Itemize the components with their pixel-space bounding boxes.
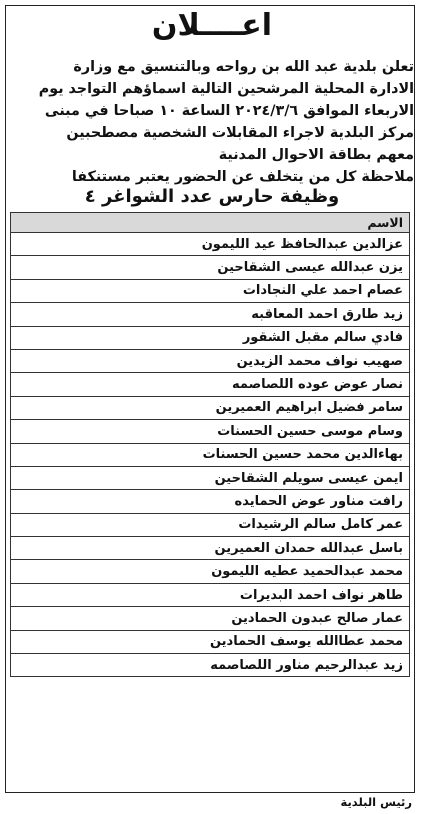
- candidates-table: [10, 212, 410, 677]
- table-row: [11, 630, 410, 653]
- table-row: [11, 537, 410, 560]
- table-row: [11, 349, 410, 372]
- candidate-name: عزالدين عبدالحافظ عيد الليمون: [11, 233, 410, 256]
- table-row: [11, 583, 410, 606]
- candidate-name: زيد طارق احمد المعاقبه: [11, 303, 410, 326]
- table-row: [11, 607, 410, 630]
- body-line: الاربعاء الموافق ٢٠٢٤/٣/٦ الساعة ١٠ صباحا في مبنى: [44, 103, 414, 119]
- candidate-name: ايمن عيسى سويلم الشقاحين: [11, 466, 410, 489]
- candidate-name: عمار صالح عبدون الحمادين: [11, 607, 410, 630]
- table-row: [11, 279, 410, 302]
- candidate-name: صهيب نواف محمد الزيدين: [11, 349, 410, 372]
- announcement-body: [10, 56, 414, 188]
- job-title: وظيفة حارس عدد الشواغر ٤: [84, 186, 340, 207]
- candidate-name: بهاءالدين محمد حسين الحسنات: [11, 443, 410, 466]
- candidate-name: فادي سالم مقبل الشقور: [11, 326, 410, 349]
- candidate-name: محمد عبدالحميد عطيه الليمون: [11, 560, 410, 583]
- table-row: [11, 420, 410, 443]
- table-row: [11, 466, 410, 489]
- table-row: [11, 233, 410, 256]
- table-row: [11, 326, 410, 349]
- table-row: [11, 443, 410, 466]
- body-line: تعلن بلدية عبد الله بن رواحه وبالتنسيق مع وزارة: [73, 59, 414, 75]
- table-row: [11, 373, 410, 396]
- candidate-name: طاهر نواف احمد البديرات: [11, 583, 410, 606]
- candidate-name: سامر فضيل ابراهيم العميرين: [11, 396, 410, 419]
- candidate-name: عمر كامل سالم الرشيدات: [11, 513, 410, 536]
- body-line: ملاحظة كل من يتخلف عن الحضور يعتبر مستنكفا: [71, 169, 414, 185]
- candidate-name: نصار عوض عوده اللصاصمه: [11, 373, 410, 396]
- candidate-name: باسل عبدالله حمدان العميرين: [11, 537, 410, 560]
- candidate-name: يزن عبدالله عيسى الشقاحين: [11, 256, 410, 279]
- table-row: [11, 396, 410, 419]
- table-row: [11, 654, 410, 677]
- candidate-name: عصام احمد علي النجادات: [11, 279, 410, 302]
- name-column-header: الاسم: [11, 213, 410, 233]
- table-header-row: [11, 213, 410, 233]
- body-line: مركز البلدية لاجراء المقابلات الشخصية مصطحبين: [66, 125, 414, 141]
- body-line: الادارة المحلية المرشحين التالية اسماؤهم التواجد يوم: [38, 81, 414, 97]
- candidate-name: محمد عطاالله يوسف الحمادين: [11, 630, 410, 653]
- table-row: [11, 490, 410, 513]
- table-row: [11, 560, 410, 583]
- table-row: [11, 303, 410, 326]
- candidate-name: زيد عبدالرحيم مناور اللصاصمه: [11, 654, 410, 677]
- candidate-name: رافت مناور عوض الحمايده: [11, 490, 410, 513]
- table-row: [11, 513, 410, 536]
- table-row: [11, 256, 410, 279]
- signature-label: رئيس البلدية: [340, 795, 412, 809]
- announcement-title: اعــــلان: [151, 8, 273, 43]
- candidate-name: وسام موسى حسين الحسنات: [11, 420, 410, 443]
- body-line: معهم بطاقة الاحوال المدنية: [218, 147, 414, 163]
